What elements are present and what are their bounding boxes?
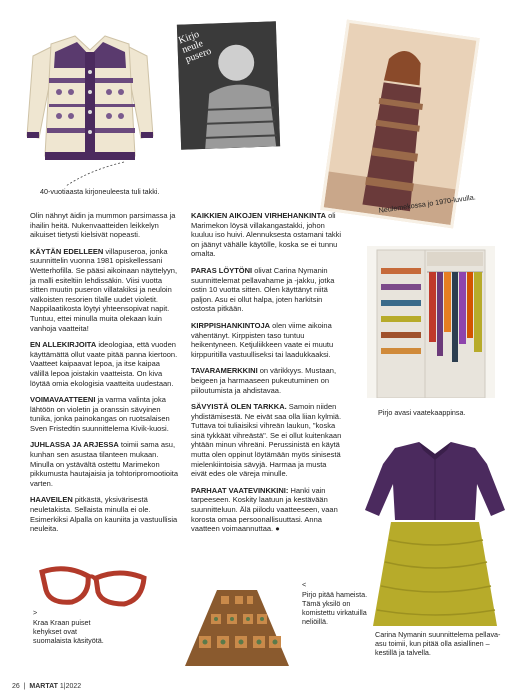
crochet-skirt-photo (181, 588, 293, 668)
paragraph: KAIKKIEN AIKOJEN VIRHEHANKINTA oli Marimekon löysä villakangastakki, johon kuuluu iso huivi. Alennuksesta ostamani takki on jäänyt vähälle käytölle, koska se ei tunnu omalta. (191, 211, 342, 259)
paragraph: TAVARAMERKKINI on värikkyys. Mustaan, beigeen ja harmaaseen pukeutuminen on piiloutumista ja ahdistavaa. (191, 366, 337, 395)
paragraph: PARAS LÖYTÖNI olivat Carina Nymanin suunnittelemat pellavahame ja -jakku, jotka ostin 10 vuotta sitten. Olen käyttänyt niitä paljon. Asu ei ollut halpa, joten harkitsin ostosta pitkään. (191, 265, 335, 314)
paragraph: EN ALLEKIRJOITA ideologiaa, että vuoden käyttämättä ollut vaate pitää panna kiertoon. Vaatteet kaipaavat lepoa, ja itse kaipaa välillä lepoa joistakin vaatteista. On kiva löytää omia ekologisia vaatteita uudestaan. (30, 340, 178, 388)
glasses-photo (38, 562, 148, 610)
page-footer: 26 | MARTAT 1|2022 (12, 683, 82, 690)
glasses-arrow: > (33, 608, 38, 617)
issue-number: 1|2022 (59, 683, 82, 690)
page-number: 26 (12, 683, 20, 690)
magazine-cover-photo (177, 21, 280, 149)
caption-pointer-line (60, 160, 130, 190)
outfit-photo (355, 440, 515, 630)
paragraph: KÄYTÄN EDELLEEN villapuseroa, jonka suunnittelin vuonna 1981 opiskellessani Wetterhofilla. Se pääsi aikoinaan näyttelyyn, ja malli esiteltiin lehdissäkin. Viisi vuotta sitten muutin puseron villatakiksi ja neuloin valkoisten resorien tilalle uudet violetit. Nappilaatikosta löytyi yhteensopivat napit. Tuntuu, ettei minulla muita olekaan kuin vanhoja vaatteita! (30, 246, 178, 333)
left-text-column (30, 211, 180, 541)
skirt-arrow: < (302, 580, 307, 589)
paragraph: SÄVYISTÄ OLEN TARKKA. Samoin niiden yhdistämisestä. Ne eivät saa olla liian kylmiä. Tuttava toi tuliaisiksi vihreän laukun, "koska sinä tykkäät vihreästä". Se ei ollut kuitenkaan yhtään minun vihreäni. Perussinistä en käytä mutta olen oppinut löytämään myös sinisestä mielenkiintoisia sävyjä. Harmaa ja musta eivät edes ole väreja minulle. (191, 402, 342, 479)
cardigan-caption: 40-vuotiaasta kirjoneuleesta tuli takki. (40, 187, 160, 196)
cardigan-photo (25, 16, 155, 176)
magazine-cover-text: Kirjo neule pusero (177, 28, 213, 66)
paragraph: PARHAAT VAATEVINKKINI: Hanki vain tarpeeseen. Koskity laatuun ja kestävään suunnitteluun. Älä piilodu vaatteeseen, vaan korosta omaa persoonallisuuttasi. Anna vaatteen voimaannuttaa. ● (191, 485, 338, 534)
paragraph: JUHLASSA JA ARJESSA toimii sama asu, kunhan sen asustaa tilanteen mukaan. Minulla on ystävältä ostettu Marimekon pikkumusta hautajaisia ja tohtoripromootioita varten. (30, 440, 178, 488)
right-text-column (191, 211, 344, 541)
wardrobe-caption: Pirjo avasi vaatekaappinsa. (378, 408, 466, 417)
portrait-caption: Neulemekossa jo 1970-luvulla. (378, 192, 477, 215)
wardrobe-photo (367, 246, 495, 398)
outfit-caption: Carina Nymanin suunnittelema pellava-asu toimii, kun pitää olla asiallinen – kestillä ja talvella. (375, 630, 501, 657)
paragraph: VOIMAVAATTEENI ja varma valinta joka lähtöön on violetin ja oranssin sävyinen tunika, jonka painokangas on ruotsalaisen Sven Fristedtin suunnittelema Kivik-kuosi. (30, 395, 170, 433)
paragraph: KIRPPISHANKINTOJA olen viime aikoina vähentänyt. Kirppisten taso tuntuu heikentyneen. Ketjuliikkeen vaate ei muutu kirppuritilla vastuulliseksi tai laadukkaaksi. (191, 320, 334, 359)
paragraph: HAAVEILEN pitkästä, yksivärisestä neuletakista. Sellaista minulla ei ole. Esimerkiksi Alpalla on kauniita ja vastuullisia neuleita. (30, 495, 178, 534)
glasses-caption: Kraa Kraan puiset kehykset ovat suomalaista käsityötä. (33, 618, 104, 645)
paragraph: Olin nähnyt äidin ja mummon parsimassa ja ihailin heitä. Nukenvaatteiden leikkelyn aikuiset tietysti kielsivät nopeasti. (30, 211, 176, 240)
magazine-name: MARTAT (29, 683, 58, 690)
skirt-caption: Pirjo pitää hameista. Tämä yksilö on komistettu virkatuilla neliöillä. (302, 590, 368, 626)
